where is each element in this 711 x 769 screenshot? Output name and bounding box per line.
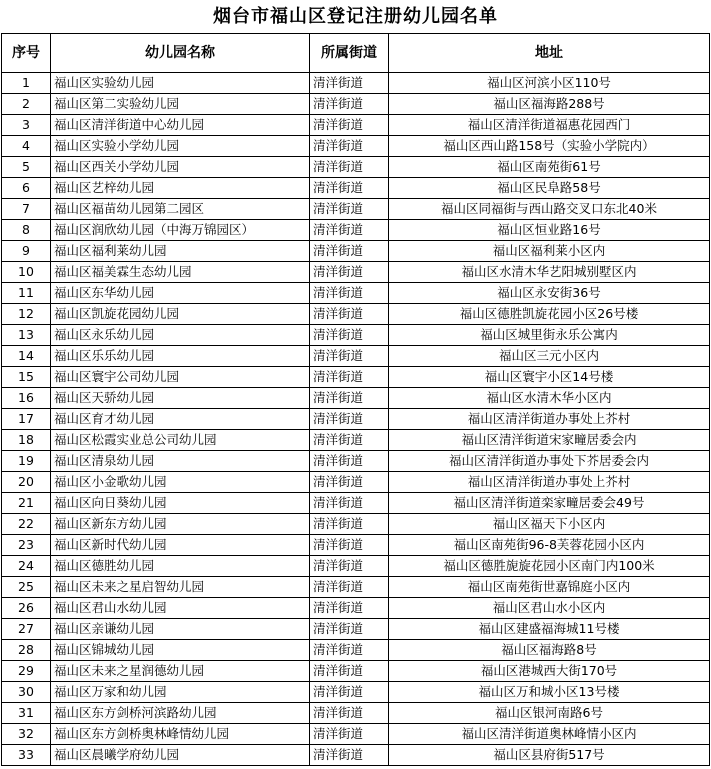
street-name-cell: 清洋街道 [310,409,389,430]
table-row [2,199,710,220]
street-name-cell: 清洋街道 [310,577,389,598]
address-cell: 福山区君山水小区内 [389,598,710,619]
row-number-cell: 32 [2,724,51,745]
table-row [2,661,710,682]
table-row [2,73,710,94]
kindergarten-name-cell: 福山区东方剑桥奥林峰情幼儿园 [51,724,310,745]
kindergarten-name-cell: 福山区乐乐幼儿园 [51,346,310,367]
header-address: 地址 [389,34,710,73]
address-cell: 福山区城里街永乐公寓内 [389,325,710,346]
table-row [2,136,710,157]
street-name-cell: 清洋街道 [310,556,389,577]
kindergarten-name-cell: 福山区晨曦学府幼儿园 [51,745,310,766]
header-street-label: 所属街道 [321,44,377,61]
kindergarten-name-cell: 福山区清泉幼儿园 [51,451,310,472]
row-number-cell: 22 [2,514,51,535]
kindergarten-name-cell: 福山区亲谦幼儿园 [51,619,310,640]
table-row [2,745,710,766]
address-cell: 福山区建盛福海城11号楼 [389,619,710,640]
row-number-cell: 25 [2,577,51,598]
street-name-cell: 清洋街道 [310,115,389,136]
kindergarten-name-cell: 福山区万家和幼儿园 [51,682,310,703]
address-cell: 福山区银河南路6号 [389,703,710,724]
address-cell: 福山区万和城小区13号楼 [389,682,710,703]
address-cell: 福山区寰宇小区14号楼 [389,367,710,388]
address-cell: 福山区清洋街道办事处下芥居委会内 [389,451,710,472]
table-row [2,451,710,472]
address-cell: 福山区三元小区内 [389,346,710,367]
row-number-cell: 31 [2,703,51,724]
row-number-cell: 11 [2,283,51,304]
address-cell: 福山区福利莱小区内 [389,241,710,262]
kindergarten-name-cell: 福山区德胜幼儿园 [51,556,310,577]
kindergarten-name-cell: 福山区锦城幼儿园 [51,640,310,661]
street-name-cell: 清洋街道 [310,430,389,451]
table-body [2,73,710,766]
address-cell: 福山区南苑街96-8芙蓉花园小区内 [389,535,710,556]
kindergarten-name-cell: 福山区向日葵幼儿园 [51,493,310,514]
row-number-cell: 8 [2,220,51,241]
kindergarten-name-cell: 福山区小金歌幼儿园 [51,472,310,493]
row-number-cell: 29 [2,661,51,682]
table-row [2,724,710,745]
address-cell: 福山区清洋街道栾家疃居委会49号 [389,493,710,514]
row-number-cell: 33 [2,745,51,766]
kindergarten-name-cell: 福山区清洋街道中心幼儿园 [51,115,310,136]
address-cell: 福山区西山路158号（实验小学院内） [389,136,710,157]
table-row [2,556,710,577]
address-cell: 福山区民阜路58号 [389,178,710,199]
street-name-cell: 清洋街道 [310,661,389,682]
street-name-cell: 清洋街道 [310,388,389,409]
kindergarten-name-cell: 福山区君山水幼儿园 [51,598,310,619]
kindergarten-name-cell: 福山区新时代幼儿园 [51,535,310,556]
kindergarten-name-cell: 福山区寰宇公司幼儿园 [51,367,310,388]
street-name-cell: 清洋街道 [310,94,389,115]
row-number-cell: 16 [2,388,51,409]
street-name-cell: 清洋街道 [310,241,389,262]
kindergarten-name-cell: 福山区育才幼儿园 [51,409,310,430]
address-cell: 福山区清洋街道福惠花园西门 [389,115,710,136]
table-row [2,472,710,493]
address-cell: 福山区县府街517号 [389,745,710,766]
table-row [2,241,710,262]
table-row [2,640,710,661]
kindergarten-table [1,33,710,766]
address-cell: 福山区清洋街道宋家疃居委会内 [389,430,710,451]
kindergarten-name-cell: 福山区未来之星启智幼儿园 [51,577,310,598]
row-number-cell: 23 [2,535,51,556]
address-cell: 福山区福天下小区内 [389,514,710,535]
address-cell: 福山区恒业路16号 [389,220,710,241]
kindergarten-name-cell: 福山区松霞实业总公司幼儿园 [51,430,310,451]
address-cell: 福山区同福街与西山路交叉口东北40米 [389,199,710,220]
address-cell: 福山区港城西大街170号 [389,661,710,682]
kindergarten-name-cell: 福山区新东方幼儿园 [51,514,310,535]
row-number-cell: 19 [2,451,51,472]
table-row [2,577,710,598]
address-cell: 福山区水清木华艺阳城别墅区内 [389,262,710,283]
row-number-cell: 2 [2,94,51,115]
address-cell: 福山区德胜旎旋花园小区南门内100米 [389,556,710,577]
table-row [2,430,710,451]
address-cell: 福山区水清木华小区内 [389,388,710,409]
address-cell: 福山区永安街36号 [389,283,710,304]
kindergarten-name-cell: 福山区实验幼儿园 [51,73,310,94]
row-number-cell: 17 [2,409,51,430]
row-number-cell: 14 [2,346,51,367]
table-row [2,304,710,325]
table-row [2,682,710,703]
header-number: 序号 [2,34,51,73]
page-title: 烟台市福山区登记注册幼儿园名单 [213,6,498,27]
row-number-cell: 27 [2,619,51,640]
street-name-cell: 清洋街道 [310,178,389,199]
row-number-cell: 28 [2,640,51,661]
street-name-cell: 清洋街道 [310,724,389,745]
table-row [2,514,710,535]
row-number-cell: 9 [2,241,51,262]
street-name-cell: 清洋街道 [310,262,389,283]
street-name-cell: 清洋街道 [310,682,389,703]
row-number-cell: 24 [2,556,51,577]
row-number-cell: 5 [2,157,51,178]
kindergarten-name-cell: 福山区福利莱幼儿园 [51,241,310,262]
kindergarten-name-cell: 福山区未来之星润德幼儿园 [51,661,310,682]
street-name-cell: 清洋街道 [310,220,389,241]
address-cell: 福山区福海路288号 [389,94,710,115]
row-number-cell: 21 [2,493,51,514]
address-cell: 福山区清洋街道办事处上芥村 [389,409,710,430]
table-row [2,157,710,178]
header-kindergarten-name: 幼儿园名称 [51,34,310,73]
street-name-cell: 清洋街道 [310,493,389,514]
kindergarten-name-cell: 福山区西关小学幼儿园 [51,157,310,178]
header-row [2,34,710,73]
table-row [2,598,710,619]
street-name-cell: 清洋街道 [310,73,389,94]
street-name-cell: 清洋街道 [310,157,389,178]
kindergarten-name-cell: 福山区福苗幼儿园第二园区 [51,199,310,220]
address-cell: 福山区南苑街世嘉锦庭小区内 [389,577,710,598]
street-name-cell: 清洋街道 [310,136,389,157]
address-cell: 福山区清洋街道办事处上芥村 [389,472,710,493]
table-row [2,115,710,136]
kindergarten-name-cell: 福山区实验小学幼儿园 [51,136,310,157]
street-name-cell: 清洋街道 [310,514,389,535]
kindergarten-name-cell: 福山区东方剑桥河滨路幼儿园 [51,703,310,724]
table-row [2,388,710,409]
table-row [2,409,710,430]
street-name-cell: 清洋街道 [310,199,389,220]
row-number-cell: 18 [2,430,51,451]
table-row [2,325,710,346]
row-number-cell: 20 [2,472,51,493]
row-number-cell: 6 [2,178,51,199]
street-name-cell: 清洋街道 [310,325,389,346]
street-name-cell: 清洋街道 [310,283,389,304]
kindergarten-name-cell: 福山区永乐幼儿园 [51,325,310,346]
row-number-cell: 3 [2,115,51,136]
table-row [2,367,710,388]
row-number-cell: 10 [2,262,51,283]
row-number-cell: 15 [2,367,51,388]
street-name-cell: 清洋街道 [310,346,389,367]
row-number-cell: 1 [2,73,51,94]
street-name-cell: 清洋街道 [310,304,389,325]
street-name-cell: 清洋街道 [310,451,389,472]
table-row [2,703,710,724]
table-row [2,493,710,514]
street-name-cell: 清洋街道 [310,367,389,388]
kindergarten-name-cell: 福山区艺梓幼儿园 [51,178,310,199]
kindergarten-name-cell: 福山区东华幼儿园 [51,283,310,304]
address-cell: 福山区福海路8号 [389,640,710,661]
table-row [2,283,710,304]
table-row [2,94,710,115]
kindergarten-name-cell: 福山区天骄幼儿园 [51,388,310,409]
table-row [2,220,710,241]
kindergarten-name-cell: 福山区第二实验幼儿园 [51,94,310,115]
kindergarten-name-cell: 福山区福美霖生态幼儿园 [51,262,310,283]
header-street [310,34,389,73]
row-number-cell: 4 [2,136,51,157]
table-row [2,262,710,283]
street-name-cell: 清洋街道 [310,640,389,661]
address-cell: 福山区南苑街61号 [389,157,710,178]
row-number-cell: 26 [2,598,51,619]
table-row [2,178,710,199]
row-number-cell: 13 [2,325,51,346]
table-row [2,346,710,367]
table-row [2,535,710,556]
kindergarten-name-cell: 福山区凯旋花园幼儿园 [51,304,310,325]
table-row [2,619,710,640]
address-cell: 福山区河滨小区110号 [389,73,710,94]
row-number-cell: 7 [2,199,51,220]
street-name-cell: 清洋街道 [310,535,389,556]
row-number-cell: 12 [2,304,51,325]
address-cell: 福山区清洋街道奥林峰情小区内 [389,724,710,745]
street-name-cell: 清洋街道 [310,703,389,724]
row-number-cell: 30 [2,682,51,703]
kindergarten-name-cell: 福山区润欣幼儿园（中海万锦园区） [51,220,310,241]
street-name-cell: 清洋街道 [310,619,389,640]
street-name-cell: 清洋街道 [310,472,389,493]
street-name-cell: 清洋街道 [310,745,389,766]
street-name-cell: 清洋街道 [310,598,389,619]
address-cell: 福山区德胜凯旋花园小区26号楼 [389,304,710,325]
